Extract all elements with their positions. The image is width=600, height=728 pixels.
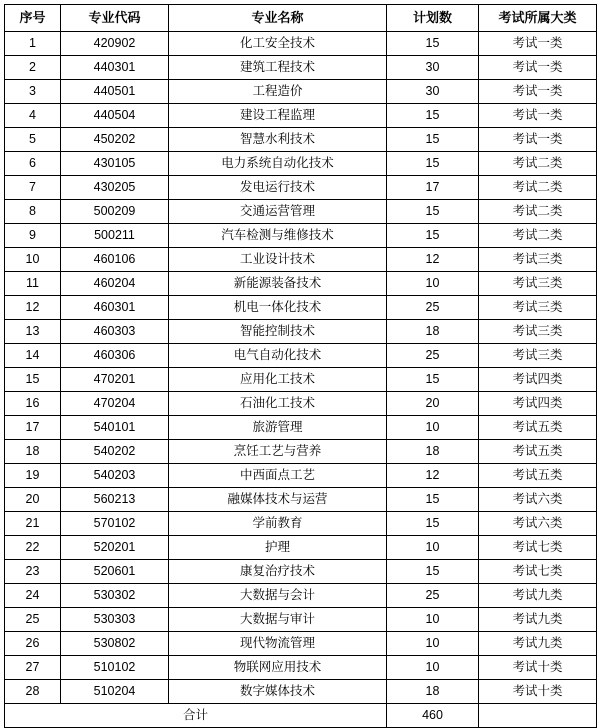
cell-name: 智慧水利技术: [169, 128, 387, 152]
table-row: [5, 656, 597, 680]
cell-code: 440504: [61, 104, 169, 128]
cell-name: 建设工程监理: [169, 104, 387, 128]
cell-name: 新能源装备技术: [169, 272, 387, 296]
cell-code: 530302: [61, 584, 169, 608]
cell-category: 考试二类: [479, 176, 597, 200]
cell-name: 汽车检测与维修技术: [169, 224, 387, 248]
column-header-code: 专业代码: [61, 5, 169, 32]
cell-no: 20: [5, 488, 61, 512]
column-header-name: 专业名称: [169, 5, 387, 32]
table-row: [5, 488, 597, 512]
cell-no: 27: [5, 656, 61, 680]
table-row: [5, 176, 597, 200]
cell-no: 26: [5, 632, 61, 656]
cell-plan: 30: [387, 80, 479, 104]
column-header-plan: 计划数: [387, 5, 479, 32]
table-row: [5, 632, 597, 656]
cell-category: 考试九类: [479, 584, 597, 608]
cell-name: 旅游管理: [169, 416, 387, 440]
cell-no: 4: [5, 104, 61, 128]
cell-category: 考试九类: [479, 608, 597, 632]
cell-plan: 12: [387, 248, 479, 272]
total-plan: 460: [387, 704, 479, 728]
cell-category: 考试七类: [479, 536, 597, 560]
cell-plan: 15: [387, 488, 479, 512]
table-row: [5, 80, 597, 104]
cell-category: 考试十类: [479, 680, 597, 704]
cell-no: 1: [5, 32, 61, 56]
table-row: [5, 128, 597, 152]
cell-code: 520201: [61, 536, 169, 560]
table-row: [5, 464, 597, 488]
total-category-blank: [479, 704, 597, 728]
cell-plan: 15: [387, 152, 479, 176]
cell-no: 24: [5, 584, 61, 608]
cell-name: 数字媒体技术: [169, 680, 387, 704]
table-row: [5, 104, 597, 128]
cell-code: 540203: [61, 464, 169, 488]
cell-name: 机电一体化技术: [169, 296, 387, 320]
cell-code: 430205: [61, 176, 169, 200]
cell-category: 考试三类: [479, 320, 597, 344]
cell-plan: 10: [387, 536, 479, 560]
cell-category: 考试六类: [479, 488, 597, 512]
cell-plan: 15: [387, 104, 479, 128]
cell-code: 460106: [61, 248, 169, 272]
cell-plan: 10: [387, 416, 479, 440]
cell-no: 23: [5, 560, 61, 584]
cell-no: 10: [5, 248, 61, 272]
cell-plan: 10: [387, 608, 479, 632]
cell-plan: 18: [387, 680, 479, 704]
cell-code: 470204: [61, 392, 169, 416]
cell-code: 510102: [61, 656, 169, 680]
cell-no: 12: [5, 296, 61, 320]
cell-code: 470201: [61, 368, 169, 392]
cell-name: 电力系统自动化技术: [169, 152, 387, 176]
cell-no: 18: [5, 440, 61, 464]
cell-no: 25: [5, 608, 61, 632]
cell-code: 560213: [61, 488, 169, 512]
cell-category: 考试十类: [479, 656, 597, 680]
cell-plan: 18: [387, 320, 479, 344]
cell-category: 考试二类: [479, 224, 597, 248]
cell-no: 7: [5, 176, 61, 200]
cell-name: 化工安全技术: [169, 32, 387, 56]
cell-code: 420902: [61, 32, 169, 56]
table-row: [5, 416, 597, 440]
cell-category: 考试三类: [479, 272, 597, 296]
cell-plan: 15: [387, 200, 479, 224]
cell-category: 考试一类: [479, 80, 597, 104]
table-row: [5, 680, 597, 704]
cell-name: 应用化工技术: [169, 368, 387, 392]
cell-no: 13: [5, 320, 61, 344]
table-row: [5, 56, 597, 80]
cell-name: 大数据与审计: [169, 608, 387, 632]
cell-code: 430105: [61, 152, 169, 176]
table-row: [5, 584, 597, 608]
cell-name: 工业设计技术: [169, 248, 387, 272]
cell-no: 11: [5, 272, 61, 296]
table-row: [5, 32, 597, 56]
cell-plan: 17: [387, 176, 479, 200]
cell-no: 2: [5, 56, 61, 80]
cell-category: 考试三类: [479, 296, 597, 320]
table-row: [5, 560, 597, 584]
table-body: [5, 32, 597, 704]
cell-category: 考试四类: [479, 392, 597, 416]
cell-category: 考试三类: [479, 344, 597, 368]
cell-code: 540202: [61, 440, 169, 464]
cell-plan: 15: [387, 512, 479, 536]
cell-name: 建筑工程技术: [169, 56, 387, 80]
cell-plan: 30: [387, 56, 479, 80]
table-row: [5, 296, 597, 320]
table-row: [5, 224, 597, 248]
cell-name: 护理: [169, 536, 387, 560]
cell-code: 520601: [61, 560, 169, 584]
cell-code: 450202: [61, 128, 169, 152]
cell-plan: 12: [387, 464, 479, 488]
cell-name: 学前教育: [169, 512, 387, 536]
cell-category: 考试一类: [479, 104, 597, 128]
cell-no: 17: [5, 416, 61, 440]
cell-plan: 25: [387, 296, 479, 320]
cell-no: 3: [5, 80, 61, 104]
table-row: [5, 608, 597, 632]
table-row: [5, 248, 597, 272]
cell-name: 大数据与会计: [169, 584, 387, 608]
majors-plan-table: [4, 4, 597, 728]
cell-plan: 15: [387, 32, 479, 56]
cell-name: 融媒体技术与运营: [169, 488, 387, 512]
cell-code: 530303: [61, 608, 169, 632]
cell-plan: 10: [387, 656, 479, 680]
table-row: [5, 536, 597, 560]
cell-no: 22: [5, 536, 61, 560]
cell-name: 石油化工技术: [169, 392, 387, 416]
cell-code: 440301: [61, 56, 169, 80]
cell-name: 交通运营管理: [169, 200, 387, 224]
cell-no: 8: [5, 200, 61, 224]
cell-category: 考试九类: [479, 632, 597, 656]
cell-name: 中西面点工艺: [169, 464, 387, 488]
table-row: [5, 368, 597, 392]
cell-name: 工程造价: [169, 80, 387, 104]
cell-no: 16: [5, 392, 61, 416]
cell-no: 14: [5, 344, 61, 368]
cell-code: 460306: [61, 344, 169, 368]
total-label: 合计: [5, 704, 387, 728]
cell-category: 考试一类: [479, 32, 597, 56]
cell-no: 6: [5, 152, 61, 176]
cell-code: 460301: [61, 296, 169, 320]
cell-plan: 25: [387, 344, 479, 368]
cell-category: 考试一类: [479, 56, 597, 80]
table-row: [5, 272, 597, 296]
cell-plan: 10: [387, 632, 479, 656]
cell-category: 考试五类: [479, 464, 597, 488]
cell-plan: 10: [387, 272, 479, 296]
cell-plan: 15: [387, 560, 479, 584]
cell-code: 510204: [61, 680, 169, 704]
cell-category: 考试二类: [479, 152, 597, 176]
cell-no: 9: [5, 224, 61, 248]
table-row: [5, 152, 597, 176]
table-total-row: [5, 704, 597, 728]
table-row: [5, 440, 597, 464]
cell-name: 电气自动化技术: [169, 344, 387, 368]
table-row: [5, 392, 597, 416]
cell-name: 烹饪工艺与营养: [169, 440, 387, 464]
cell-category: 考试四类: [479, 368, 597, 392]
column-header-category: 考试所属大类: [479, 5, 597, 32]
cell-name: 物联网应用技术: [169, 656, 387, 680]
cell-category: 考试七类: [479, 560, 597, 584]
cell-no: 21: [5, 512, 61, 536]
cell-name: 现代物流管理: [169, 632, 387, 656]
cell-code: 460303: [61, 320, 169, 344]
cell-plan: 20: [387, 392, 479, 416]
cell-code: 570102: [61, 512, 169, 536]
cell-code: 500211: [61, 224, 169, 248]
cell-no: 19: [5, 464, 61, 488]
cell-code: 500209: [61, 200, 169, 224]
cell-category: 考试三类: [479, 248, 597, 272]
cell-name: 智能控制技术: [169, 320, 387, 344]
table-header-row: [5, 5, 597, 32]
cell-plan: 18: [387, 440, 479, 464]
cell-code: 440501: [61, 80, 169, 104]
cell-code: 540101: [61, 416, 169, 440]
cell-no: 28: [5, 680, 61, 704]
cell-category: 考试五类: [479, 416, 597, 440]
table-row: [5, 512, 597, 536]
cell-no: 15: [5, 368, 61, 392]
cell-code: 460204: [61, 272, 169, 296]
table-row: [5, 320, 597, 344]
column-header-no: 序号: [5, 5, 61, 32]
cell-plan: 15: [387, 368, 479, 392]
cell-plan: 15: [387, 224, 479, 248]
cell-name: 发电运行技术: [169, 176, 387, 200]
cell-code: 530802: [61, 632, 169, 656]
cell-category: 考试一类: [479, 128, 597, 152]
table-row: [5, 344, 597, 368]
cell-category: 考试五类: [479, 440, 597, 464]
cell-name: 康复治疗技术: [169, 560, 387, 584]
cell-plan: 25: [387, 584, 479, 608]
cell-plan: 15: [387, 128, 479, 152]
table-row: [5, 200, 597, 224]
cell-category: 考试六类: [479, 512, 597, 536]
cell-no: 5: [5, 128, 61, 152]
cell-category: 考试二类: [479, 200, 597, 224]
